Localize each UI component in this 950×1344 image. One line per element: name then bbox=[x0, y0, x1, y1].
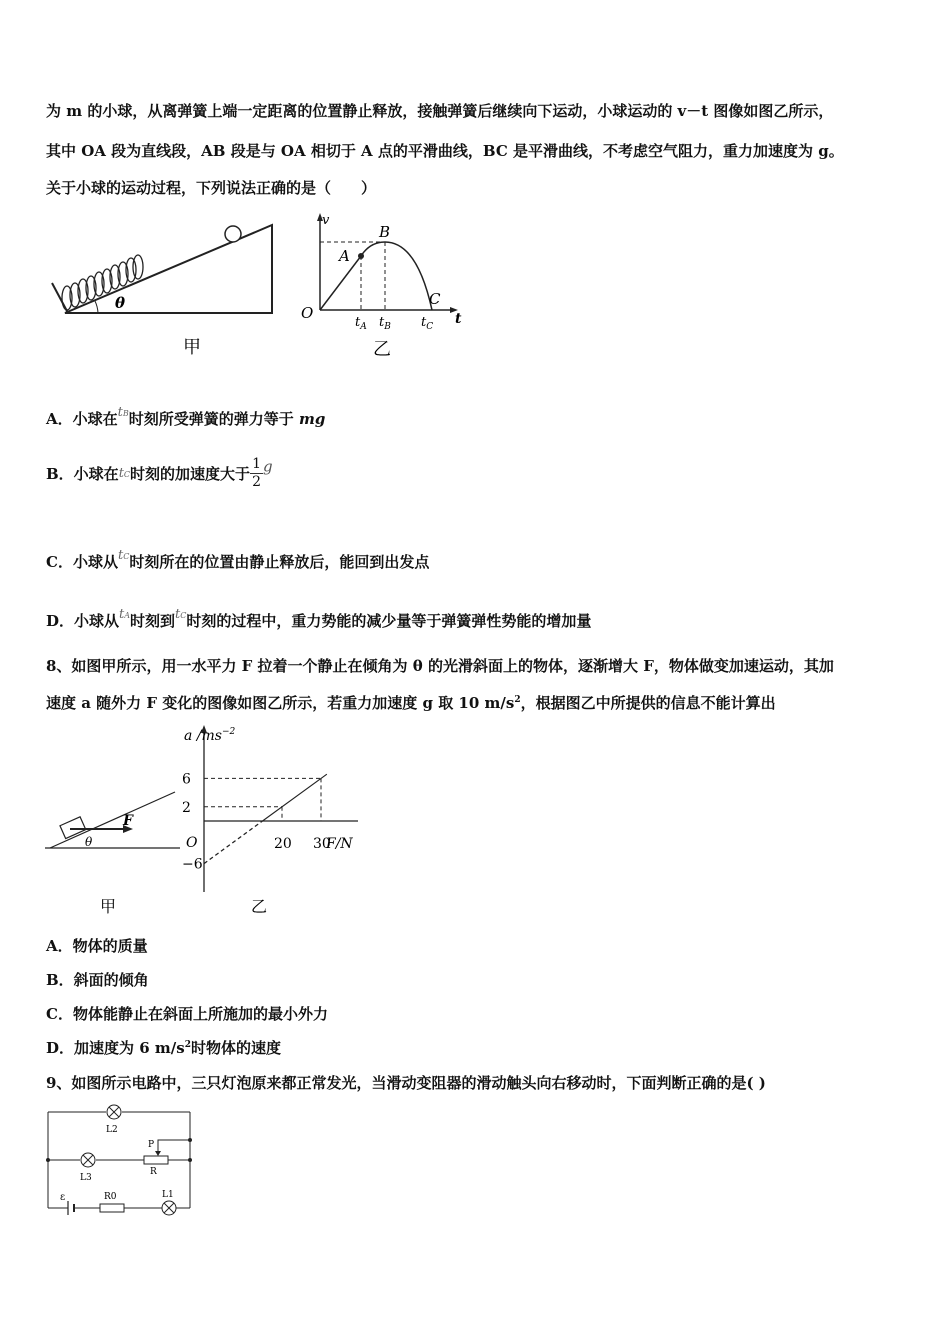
y-tick-label: 6 bbox=[182, 771, 191, 788]
fig-jia-caption: 甲 bbox=[183, 337, 201, 358]
q8-option-a[interactable]: A．物体的质量 bbox=[46, 937, 148, 955]
q7-option-b[interactable] bbox=[46, 456, 273, 491]
label-L1: L1 bbox=[162, 1190, 174, 1200]
opt-c-text2: 时刻所在的位置由静止释放后，能回到出发点 bbox=[129, 553, 430, 571]
q8-stem-line1: 8、如图甲所示，用一水平力 F 拉着一个静止在倾角为 θ 的光滑斜面上的物体，逐渐增大 F，物体做变加速运动，其加 bbox=[46, 657, 834, 675]
opt-b-text1: B．小球在 bbox=[46, 465, 119, 483]
fig-yi-caption: 乙 bbox=[251, 897, 268, 916]
fraction-half: $\frac{1}{2}$ bbox=[252, 456, 261, 490]
opt-d-text2: 时刻到 bbox=[130, 612, 176, 630]
x-tick-label: 30 bbox=[313, 836, 331, 852]
opt-b-text2: 时刻的加速度大于 bbox=[130, 465, 251, 483]
tick-tC: $t_C$ bbox=[421, 315, 434, 332]
q8-figure-jia bbox=[45, 780, 185, 920]
q7-stem-line3: 关于小球的运动过程，下列说法正确的是（ ） bbox=[46, 179, 377, 197]
q7-figure-jia bbox=[40, 215, 290, 360]
lamp-L3 bbox=[81, 1153, 95, 1167]
q8-option-c[interactable]: C．物体能静止在斜面上所施加的最小外力 bbox=[46, 1005, 328, 1023]
curve-ABC bbox=[361, 242, 432, 310]
y-axis-label: a $/ms^{-2}$ bbox=[184, 727, 236, 744]
opt-d-t1: tA bbox=[119, 607, 131, 622]
y-tick-label: −6 bbox=[182, 856, 203, 873]
opt-c-t: tC bbox=[117, 548, 130, 563]
opt-d-text1: D．小球从 bbox=[46, 612, 120, 630]
q8-figure-yi bbox=[168, 722, 368, 922]
lamp-L1 bbox=[162, 1201, 176, 1215]
wall-base bbox=[52, 283, 68, 313]
q9-stem: 9、如图所示电路中，三只灯泡原来都正常发光，当滑动变阻器的滑动触头向右移动时，下面判断正确的是( ) bbox=[46, 1074, 766, 1092]
opt-a-text1: A．小球在 bbox=[46, 410, 118, 428]
rheostat-R bbox=[144, 1156, 168, 1164]
label-C: C bbox=[429, 290, 441, 308]
battery bbox=[68, 1201, 74, 1215]
label-B: B bbox=[379, 223, 391, 241]
tick-tB: $t_B$ bbox=[379, 315, 391, 332]
v-label: v bbox=[322, 213, 330, 228]
opt-d-t2: tC bbox=[175, 607, 187, 622]
opt-a-text2: 时刻所受弹簧的弹力等于 bbox=[128, 410, 299, 428]
x-axis-label: F/N bbox=[326, 836, 353, 852]
q7-stem-line2: 其中 OA 段为直线段，AB 段是与 OA 相切于 A 点的平滑曲线，BC 是平滑曲线，不考虑空气阻力，重力加速度为 g。 bbox=[46, 142, 844, 160]
q8-option-d[interactable]: D．加速度为 6 $m/s^2$时物体的速度 bbox=[46, 1039, 281, 1057]
q7-option-c[interactable] bbox=[46, 548, 429, 572]
label-P: P bbox=[148, 1140, 155, 1150]
x-tick-label: 20 bbox=[274, 836, 292, 852]
ball bbox=[225, 226, 241, 242]
theta-label: θ bbox=[115, 294, 126, 312]
lamp-L2 bbox=[107, 1105, 121, 1119]
opt-a-t: tB bbox=[117, 405, 129, 420]
q7-figure-yi bbox=[295, 210, 470, 360]
q7-option-d[interactable] bbox=[46, 607, 591, 631]
opt-c-text1: C．小球从 bbox=[46, 553, 118, 571]
incline-triangle bbox=[65, 225, 272, 313]
label-L2: L2 bbox=[106, 1125, 118, 1135]
fig-yi-caption: 乙 bbox=[373, 339, 391, 360]
slider-P bbox=[155, 1151, 161, 1156]
tick-tA: $t_A$ bbox=[355, 315, 367, 332]
origin-O: O bbox=[301, 304, 314, 322]
q7-stem-line1: 为 m 的小球，从离弹簧上端一定距离的位置静止释放，接触弹簧后继续向下运动，小球运动的 v－t 图像如图乙所示， bbox=[46, 102, 834, 120]
opt-d-text3: 时刻的过程中，重力势能的减少量等于弹簧弹性势能的增加量 bbox=[186, 612, 592, 630]
theta-arc bbox=[95, 301, 98, 313]
data-line-dashed bbox=[204, 821, 263, 864]
q8-stem-line2: 速度 a 随外力 F 变化的图像如图乙所示，若重力加速度 g 取 10 $m/s^2$，根据图乙中所提供的信息不能计算出 bbox=[46, 694, 776, 712]
label-emf: ε bbox=[60, 1192, 66, 1203]
junction-dots bbox=[46, 1138, 192, 1162]
label-A: A bbox=[339, 247, 350, 265]
theta-label: θ bbox=[85, 835, 93, 849]
origin-O: O bbox=[186, 835, 198, 851]
opt-a-mg: mg bbox=[299, 410, 326, 428]
label-R0: R0 bbox=[104, 1192, 117, 1202]
q7-option-a[interactable] bbox=[46, 405, 325, 429]
opt-b-t: tC bbox=[118, 466, 131, 481]
data-line-solid bbox=[263, 774, 327, 821]
opt-b-g: g bbox=[262, 457, 273, 476]
incline-line bbox=[50, 792, 175, 848]
force-label-F: F bbox=[123, 813, 133, 829]
label-R: R bbox=[150, 1167, 157, 1177]
block bbox=[60, 817, 86, 839]
q8-option-b[interactable]: B．斜面的倾角 bbox=[46, 971, 149, 989]
q9-circuit bbox=[40, 1100, 200, 1220]
t-label: t bbox=[455, 311, 462, 327]
y-tick-label: 2 bbox=[182, 799, 191, 816]
spring-coil bbox=[62, 255, 143, 310]
fig-jia-caption: 甲 bbox=[100, 897, 117, 916]
resistor-R0 bbox=[100, 1204, 124, 1212]
label-L3: L3 bbox=[80, 1173, 92, 1183]
